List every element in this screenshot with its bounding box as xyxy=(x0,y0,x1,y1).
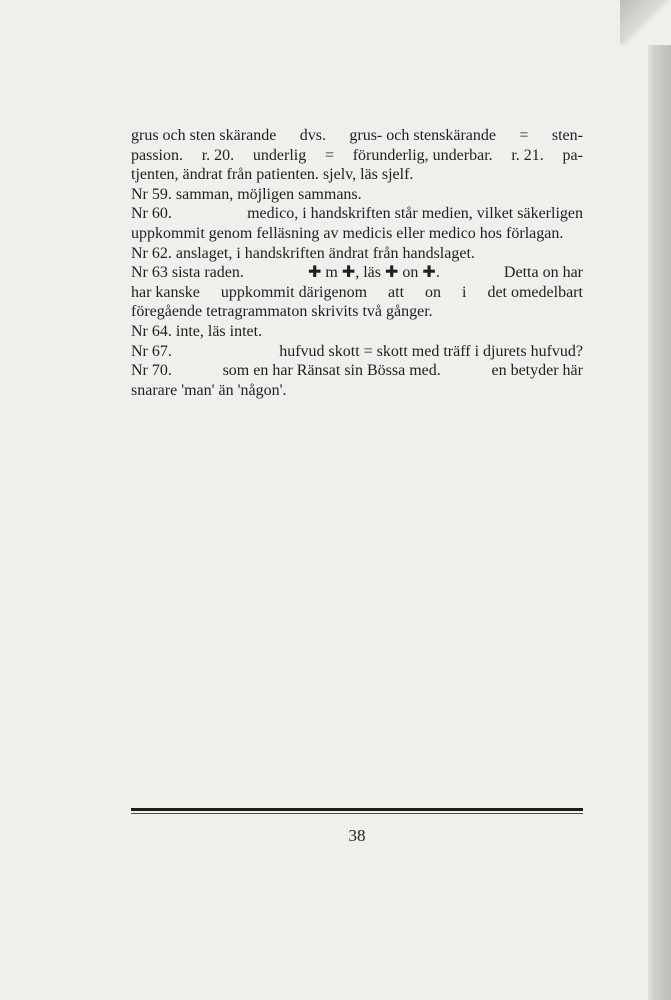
text-segment: = xyxy=(519,127,529,144)
text-segment: Detta on har xyxy=(503,264,583,282)
text-segment: dvs. xyxy=(299,127,326,144)
page-corner-curl xyxy=(620,0,671,45)
text-segment: förunderlig, underbar. xyxy=(352,146,493,164)
text-line xyxy=(131,263,583,283)
text-line xyxy=(131,342,583,362)
text-segment: att xyxy=(388,283,405,301)
text-segment: pa- xyxy=(562,146,583,164)
text-line xyxy=(131,244,583,264)
text-segment: grus- och stenskärande xyxy=(349,127,496,144)
text-segment: det omedelbart xyxy=(487,283,583,301)
text-segment: r. 21. xyxy=(511,146,544,164)
text-segment: = xyxy=(324,146,334,164)
text-segment: hufvud skott = skott med träff i djurets hufvud? xyxy=(279,342,583,360)
text-line xyxy=(131,146,583,166)
text-line xyxy=(131,322,583,342)
text-segment: grus och sten skärande xyxy=(131,127,277,144)
text-line xyxy=(131,224,583,244)
text-segment: sten- xyxy=(551,127,583,144)
page-edge xyxy=(648,0,671,1000)
text-segment: r. 20. xyxy=(201,146,235,164)
commentary-text xyxy=(131,126,583,400)
text-segment: on xyxy=(425,283,442,301)
text-segment: Nr 67. xyxy=(131,342,172,360)
text-segment: sjelv, läs sjelf. xyxy=(322,166,414,184)
text-line xyxy=(131,302,583,322)
text-line xyxy=(131,165,583,185)
text-segment: föregående tetragrammaton skrivits två gånger. xyxy=(131,303,433,321)
text-line xyxy=(131,204,583,224)
footer-rule-thin xyxy=(131,813,583,814)
text-segment: anslaget, i handskriften ändrat från handslaget. xyxy=(175,244,475,262)
text-segment: Nr 64. xyxy=(131,322,172,340)
text-segment: Nr 59. xyxy=(131,185,172,203)
text-line xyxy=(131,126,583,146)
text-segment: uppkommit därigenom xyxy=(220,283,368,301)
page-number: 38 xyxy=(348,826,366,845)
text-line xyxy=(131,283,583,303)
text-line xyxy=(131,381,583,401)
text-segment: Nr 63 sista raden. xyxy=(131,264,244,282)
text-segment: medico, i handskriften står medien, vilket säkerligen xyxy=(247,205,583,223)
text-segment: ✚ m ✚, läs ✚ on ✚. xyxy=(307,264,440,282)
text-segment: uppkommit genom felläsning av medicis eller medico hos förlagan. xyxy=(131,224,564,242)
text-segment: Nr 62. xyxy=(131,244,172,262)
text-segment: inte, läs intet. xyxy=(175,322,263,340)
footer-rule-thick xyxy=(131,808,583,811)
text-line xyxy=(131,185,583,205)
text-segment: passion. xyxy=(131,146,183,164)
text-line xyxy=(131,361,583,381)
text-segment: Nr 60. xyxy=(131,205,172,223)
text-segment: tjenten, ändrat från patienten. xyxy=(131,166,319,184)
text-segment: samman, möjligen sammans. xyxy=(175,185,362,203)
text-segment: som en har Ränsat sin Bössa med. xyxy=(222,362,441,380)
text-segment: Nr 70. xyxy=(131,362,172,380)
text-segment: en betyder här xyxy=(491,362,583,380)
text-segment: snarare 'man' än 'någon'. xyxy=(131,381,287,399)
text-segment: underlig xyxy=(252,146,307,164)
text-segment: har kanske xyxy=(131,283,200,301)
text-segment: i xyxy=(462,283,467,301)
